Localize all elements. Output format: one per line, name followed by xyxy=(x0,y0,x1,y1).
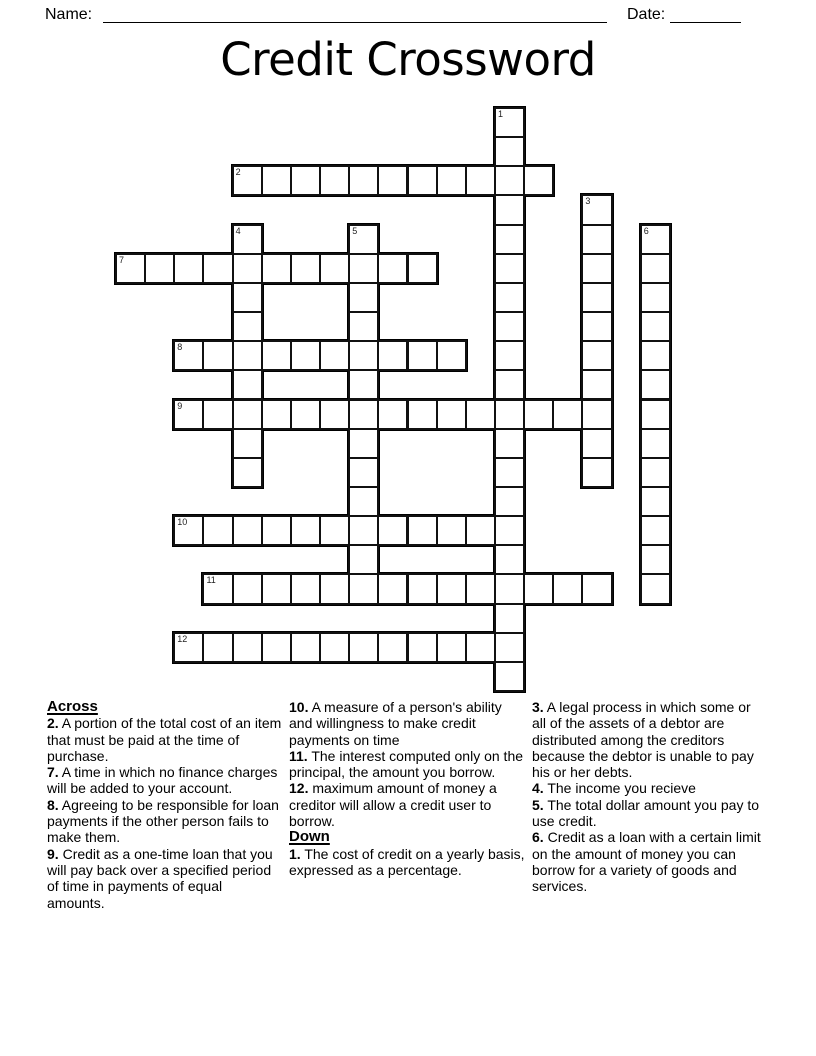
grid-cell[interactable] xyxy=(523,573,554,604)
clue-number: 4. xyxy=(532,780,544,797)
grid-cell[interactable] xyxy=(465,573,496,604)
grid-cell[interactable] xyxy=(348,457,379,488)
grid-cell[interactable] xyxy=(261,253,292,284)
grid-cell[interactable] xyxy=(494,399,525,430)
grid-cell[interactable] xyxy=(640,399,671,430)
grid-cell[interactable] xyxy=(407,253,438,284)
grid-cell[interactable] xyxy=(290,632,321,663)
grid-cell[interactable] xyxy=(640,486,671,517)
grid-cell[interactable] xyxy=(232,515,263,546)
grid-cell[interactable] xyxy=(494,428,525,459)
grid-cell[interactable] xyxy=(581,340,612,371)
grid-cell[interactable] xyxy=(523,399,554,430)
grid-cell-number: 6 xyxy=(643,225,649,236)
grid-cell[interactable] xyxy=(523,165,554,196)
grid-cell[interactable] xyxy=(232,311,263,342)
grid-cell[interactable] xyxy=(581,573,612,604)
grid-cell[interactable] xyxy=(407,632,438,663)
grid-cell[interactable] xyxy=(640,369,671,400)
grid-cell[interactable] xyxy=(232,282,263,313)
grid-cell[interactable] xyxy=(436,632,467,663)
grid-cell[interactable] xyxy=(494,224,525,255)
grid-cell[interactable] xyxy=(202,515,233,546)
grid-cell[interactable] xyxy=(290,515,321,546)
grid-cell[interactable] xyxy=(377,340,408,371)
clue-number: 11. xyxy=(289,747,308,764)
grid-cell[interactable] xyxy=(640,340,671,371)
grid-cell[interactable] xyxy=(494,369,525,400)
grid-cell[interactable] xyxy=(261,632,292,663)
clue-number: 1. xyxy=(289,845,301,862)
grid-cell[interactable] xyxy=(377,399,408,430)
grid-cell[interactable] xyxy=(494,165,525,196)
grid-cell[interactable] xyxy=(494,194,525,225)
grid-cell[interactable] xyxy=(465,515,496,546)
grid-cell[interactable] xyxy=(640,282,671,313)
grid-cell[interactable] xyxy=(581,224,612,255)
grid-cell[interactable] xyxy=(202,632,233,663)
grid-cell-number: 8 xyxy=(177,342,183,353)
grid-cell[interactable] xyxy=(348,253,379,284)
grid-cell[interactable] xyxy=(581,428,612,459)
grid-cell[interactable] xyxy=(232,457,263,488)
grid-cell[interactable] xyxy=(232,399,263,430)
grid-cell[interactable] xyxy=(319,253,350,284)
grid-cell[interactable] xyxy=(494,340,525,371)
grid-cell[interactable] xyxy=(348,428,379,459)
grid-cell[interactable] xyxy=(494,573,525,604)
grid-cell[interactable] xyxy=(232,632,263,663)
grid-cell[interactable] xyxy=(581,369,612,400)
clue-column xyxy=(47,699,283,911)
clue-column xyxy=(289,699,525,878)
grid-cell[interactable] xyxy=(465,165,496,196)
grid-cell[interactable] xyxy=(494,457,525,488)
grid-cell[interactable] xyxy=(581,253,612,284)
grid-cell[interactable] xyxy=(232,369,263,400)
date-label: Date: xyxy=(627,6,666,23)
grid-cell[interactable] xyxy=(319,632,350,663)
clue-item: 1. The cost of credit on a yearly basis, expressed as a percentage. xyxy=(289,845,525,878)
clue-item: 7. A time in which no finance charges will be added to your account. xyxy=(47,764,278,797)
clue-number: 12. xyxy=(289,780,309,797)
grid-cell[interactable] xyxy=(407,515,438,546)
grid-cell[interactable] xyxy=(494,136,525,167)
grid-cell[interactable] xyxy=(290,340,321,371)
grid-cell[interactable] xyxy=(465,399,496,430)
clue-item: 10. A measure of a person's ability and willingness to make credit payments on time xyxy=(289,699,502,748)
grid-cell[interactable] xyxy=(377,253,408,284)
grid-cell[interactable] xyxy=(348,340,379,371)
grid-cell[interactable] xyxy=(319,573,350,604)
clue-item: 8. Agreeing to be responsible for loan payments if the other person fails to make them. xyxy=(47,796,279,846)
page-title: Credit Crossword xyxy=(220,33,596,86)
grid-cell[interactable] xyxy=(494,544,525,575)
grid-cell[interactable] xyxy=(494,632,525,663)
grid-cell[interactable] xyxy=(348,486,379,517)
grid-cell[interactable] xyxy=(261,340,292,371)
grid-cell[interactable] xyxy=(436,573,467,604)
grid-cell[interactable] xyxy=(581,282,612,313)
grid-cell[interactable] xyxy=(261,515,292,546)
grid-cell[interactable] xyxy=(494,661,525,692)
grid-cell[interactable] xyxy=(261,573,292,604)
clue-item: 6. Credit as a loan with a certain limit on the amount of money you can borrow for a variety of goods and services. xyxy=(532,829,761,895)
grid-cell[interactable] xyxy=(552,399,583,430)
grid-cell[interactable] xyxy=(640,428,671,459)
grid-cell[interactable] xyxy=(581,399,612,430)
grid-cell-number: 2 xyxy=(235,167,241,178)
grid-cell[interactable] xyxy=(319,515,350,546)
grid-cell[interactable] xyxy=(202,253,233,284)
grid-cell-number: 7 xyxy=(119,254,125,265)
grid-cell[interactable] xyxy=(640,253,671,284)
grid-cell[interactable] xyxy=(640,311,671,342)
clue-number: 6. xyxy=(532,829,544,846)
clue-item: 9. Credit as a one-time loan that you will pay back over a specified period of time in payments of equal amounts. xyxy=(47,845,273,911)
clue-number: 5. xyxy=(532,796,544,813)
clue-item: 5. The total dollar amount you pay to use credit. xyxy=(532,796,760,830)
clue-heading-down: Down xyxy=(289,828,330,846)
grid-cell[interactable] xyxy=(494,311,525,342)
grid-cell[interactable] xyxy=(494,603,525,634)
grid-cell[interactable] xyxy=(232,428,263,459)
grid-cell[interactable] xyxy=(436,165,467,196)
grid-cell-number: 10 xyxy=(177,517,188,528)
grid-cell[interactable] xyxy=(348,544,379,575)
name-label: Name: xyxy=(45,6,93,23)
clue-item: 2. A portion of the total cost of an item that must be paid at the time of purchase. xyxy=(47,715,282,764)
clue-item: 12. maximum amount of money a creditor will allow a credit user to borrow. xyxy=(289,780,497,830)
clue-item: 3. A legal process in which some or all of the assets of a debtor are distributed among the creditors because the debtor is unable to pay his or her debts. xyxy=(532,699,754,781)
grid-cell[interactable] xyxy=(377,165,408,196)
grid-cell[interactable] xyxy=(552,573,583,604)
grid-cell[interactable] xyxy=(640,515,671,546)
clue-number: 9. xyxy=(47,845,59,862)
grid-cell[interactable] xyxy=(377,573,408,604)
grid-cell[interactable] xyxy=(261,165,292,196)
grid-cell[interactable] xyxy=(202,340,233,371)
grid-cell[interactable] xyxy=(348,399,379,430)
clue-number: 10. xyxy=(289,699,309,715)
grid-cell[interactable] xyxy=(348,311,379,342)
grid-cell[interactable] xyxy=(348,369,379,400)
grid-cell[interactable] xyxy=(319,399,350,430)
grid-cell[interactable] xyxy=(465,632,496,663)
grid-cell[interactable] xyxy=(144,253,175,284)
grid-cell[interactable] xyxy=(202,399,233,430)
clue-heading-across: Across xyxy=(47,698,98,715)
grid-cell[interactable] xyxy=(261,399,292,430)
grid-cell[interactable] xyxy=(581,457,612,488)
grid-cell[interactable] xyxy=(348,573,379,604)
grid-cell[interactable] xyxy=(494,253,525,284)
grid-cell[interactable] xyxy=(407,340,438,371)
grid-cell[interactable] xyxy=(407,399,438,430)
grid-cell[interactable] xyxy=(319,340,350,371)
clue-number: 2. xyxy=(47,715,59,732)
grid-cell[interactable] xyxy=(436,340,467,371)
grid-cell[interactable] xyxy=(348,282,379,313)
grid-cell[interactable] xyxy=(232,573,263,604)
grid-cell[interactable] xyxy=(377,632,408,663)
grid-cell[interactable] xyxy=(348,632,379,663)
grid-cell[interactable] xyxy=(290,253,321,284)
grid-cell[interactable] xyxy=(407,573,438,604)
clue-item: 4. The income you recieve xyxy=(532,780,696,797)
grid-cell[interactable] xyxy=(173,253,204,284)
grid-cell[interactable] xyxy=(436,399,467,430)
grid-cell[interactable] xyxy=(348,165,379,196)
grid-cell-number: 12 xyxy=(177,633,188,644)
clue-item: 11. The interest computed only on the principal, the amount you borrow. xyxy=(289,747,524,781)
grid-cell-number: 11 xyxy=(206,575,216,586)
grid-cell-number: 9 xyxy=(177,400,183,411)
grid-cell[interactable] xyxy=(640,544,671,575)
grid-cell[interactable] xyxy=(232,340,263,371)
grid-cell[interactable] xyxy=(640,573,671,604)
clue-number: 8. xyxy=(47,796,59,813)
clue-column xyxy=(532,699,768,895)
grid-cell[interactable] xyxy=(290,165,321,196)
grid-cell[interactable] xyxy=(348,515,379,546)
grid-cell[interactable] xyxy=(436,515,467,546)
grid-cell[interactable] xyxy=(290,573,321,604)
grid-cell[interactable] xyxy=(640,457,671,488)
grid-cell[interactable] xyxy=(494,515,525,546)
grid-cell[interactable] xyxy=(319,165,350,196)
grid-cell[interactable] xyxy=(407,165,438,196)
grid-cell-number: 3 xyxy=(585,196,591,207)
grid-cell[interactable] xyxy=(494,486,525,517)
grid-cell[interactable] xyxy=(377,515,408,546)
clue-number: 3. xyxy=(532,699,544,715)
grid-cell[interactable] xyxy=(494,282,525,313)
grid-cell[interactable] xyxy=(581,311,612,342)
grid-cell[interactable] xyxy=(232,253,263,284)
clue-number: 7. xyxy=(47,764,59,781)
grid-cell-number: 5 xyxy=(352,225,358,236)
grid-cell-number: 4 xyxy=(235,225,241,236)
grid-cell[interactable] xyxy=(290,399,321,430)
grid-cell-number: 1 xyxy=(497,109,503,119)
